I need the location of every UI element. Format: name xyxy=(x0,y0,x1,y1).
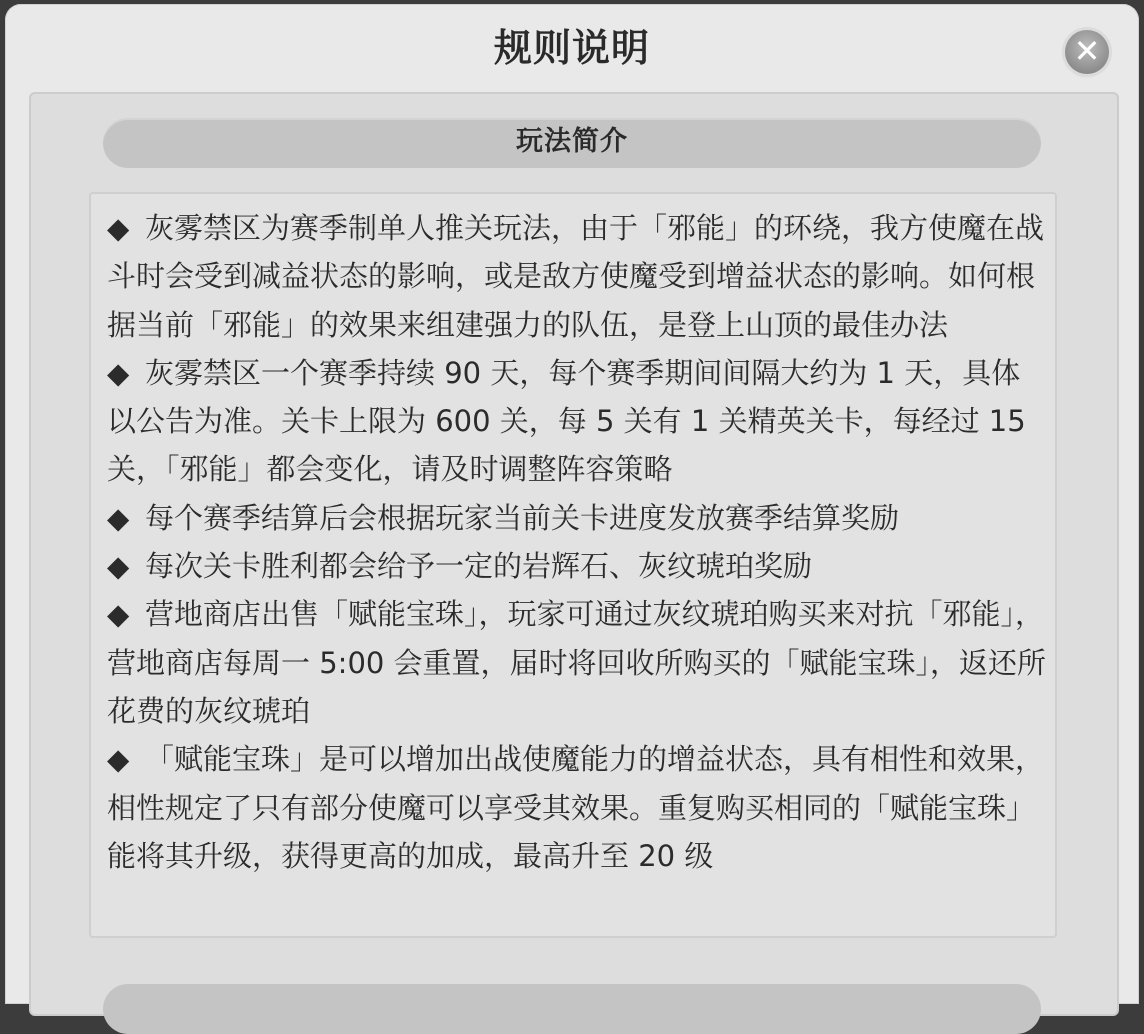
close-icon: ✕ xyxy=(1073,32,1101,70)
rules-content-box xyxy=(89,192,1057,938)
rules-dialog xyxy=(5,4,1139,1004)
rule-text: 灰雾禁区一个赛季持续 90 天，每个赛季期间间隔大约为 1 天，具体以公告为准。关卡上限为 600 关，每 5 关有 1 关精英关卡，每经过 15 关，「邪能」都会变化，请及时调整阵容策略 xyxy=(107,355,1026,487)
rule-text: 每个赛季结算后会根据玩家当前关卡进度发放赛季结算奖励 xyxy=(145,500,900,535)
diamond-bullet-icon: ◆ xyxy=(107,500,130,535)
section-header-gameplay: 玩法简介 xyxy=(103,118,1041,168)
list-item xyxy=(107,735,1047,880)
list-item xyxy=(107,590,1047,735)
diamond-bullet-icon: ◆ xyxy=(107,355,130,390)
list-item xyxy=(107,542,1047,590)
rule-text: 每次关卡胜利都会给予一定的岩辉石、灰纹琥珀奖励 xyxy=(145,549,813,584)
dialog-title: 规则说明 xyxy=(493,26,650,70)
diamond-bullet-icon: ◆ xyxy=(107,742,130,777)
diamond-bullet-icon: ◆ xyxy=(107,211,130,245)
close-button[interactable] xyxy=(1065,30,1109,74)
rule-text: 营地商店出售「赋能宝珠」，玩家可通过灰纹琥珀购买来对抗「邪能」，营地商店每周一 5:00 会重置，届时将回收所购买的「赋能宝珠」，返还所花费的灰纹琥珀 xyxy=(107,597,1047,728)
list-item xyxy=(107,349,1047,494)
diamond-bullet-icon: ◆ xyxy=(107,597,130,632)
list-item xyxy=(107,204,1047,349)
diamond-bullet-icon: ◆ xyxy=(107,549,130,584)
rule-text: 灰雾禁区为赛季制单人推关玩法，由于「邪能」的环绕，我方使魔在战斗时会受到减益状态的影响，或是敌方使魔受到增益状态的影响。如何根据当前「邪能」的效果来组建强力的队伍，是登上山顶的最佳办法 xyxy=(107,211,1045,342)
list-item xyxy=(107,494,1047,542)
rules-panel[interactable] xyxy=(29,92,1119,1016)
rule-text: 「赋能宝珠」是可以增加出战使魔能力的增益状态，具有相性和效果，相性规定了只有部分使魔可以享受其效果。重复购买相同的「赋能宝珠」能将其升级，获得更高的加成，最高升至 20 级 xyxy=(107,742,1045,873)
rules-list xyxy=(107,204,1047,880)
